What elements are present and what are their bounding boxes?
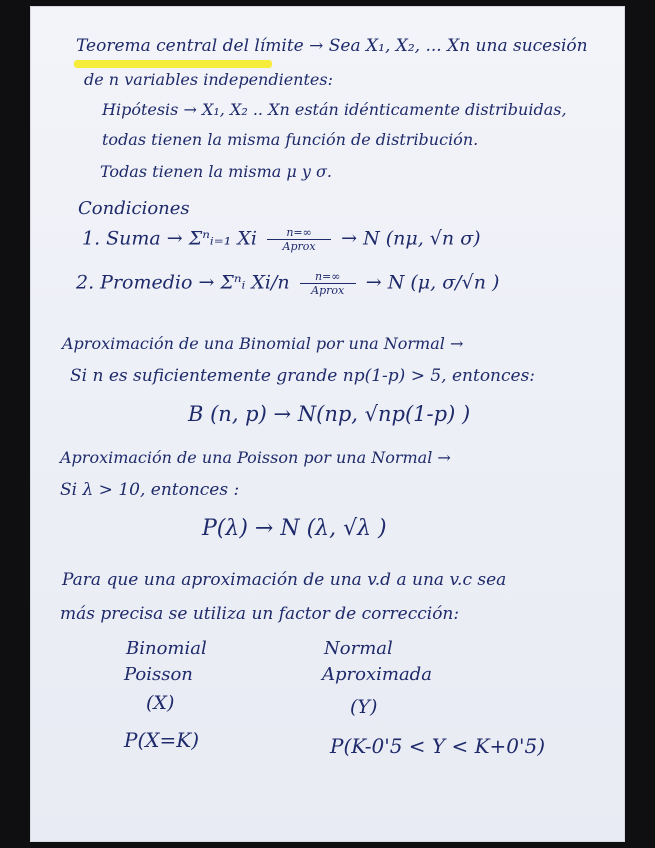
- line-correction-intro: Para que una aproximación de una v.d a una v.c sea: [62, 570, 507, 590]
- formula-average-aprox: Aprox: [311, 284, 345, 297]
- page-title: Teorema central del límite: [76, 36, 304, 56]
- formula-sum: [82, 226, 481, 253]
- formula-average-prefix: 2. Promedio → Σⁿᵢ Xi/n: [76, 271, 290, 294]
- formula-average: [76, 270, 499, 297]
- line-independent-vars: de n variables independientes:: [84, 70, 333, 89]
- title-highlight: [74, 60, 272, 68]
- formula-sum-result: → N (nμ, √n σ): [341, 227, 481, 250]
- col-right-pyk: P(K-0'5 < Y < K+0'5): [330, 734, 546, 758]
- title-line-rest: → Sea X₁, X₂, ... Xn una sucesión: [309, 36, 588, 56]
- line-hypothesis: Hipótesis → X₁, X₂ .. Xn están idénticamente distribuidas,: [102, 100, 567, 119]
- heading-binomial-approx: Aproximación de una Binomial por una Normal →: [62, 334, 464, 353]
- formula-average-result: → N (μ, σ/√n ): [365, 271, 500, 294]
- formula-sum-aprox: Aprox: [282, 240, 316, 253]
- formula-average-limit: n=∞: [314, 270, 341, 283]
- line-poisson-condition: Si λ > 10, entonces :: [60, 480, 240, 500]
- col-right-approx: Aproximada: [322, 664, 432, 685]
- formula-binomial: B (n, p) → N(np, √np(1-p) ): [188, 402, 471, 426]
- line-same-distribution: todas tienen la misma función de distribución.: [102, 130, 479, 149]
- col-right-y: (Y): [350, 696, 378, 718]
- col-left-poisson: Poisson: [124, 664, 193, 685]
- title-line: [76, 36, 588, 56]
- line-same-mu-sigma: Todas tienen la misma μ y σ.: [100, 162, 332, 181]
- col-left-pxk: P(X=K): [124, 728, 199, 752]
- col-right-normal: Normal: [324, 638, 393, 659]
- formula-sum-prefix: 1. Suma → Σⁿᵢ₌₁ Xi: [82, 227, 258, 250]
- heading-conditions: Condiciones: [78, 198, 190, 219]
- formula-sum-limit: n=∞: [286, 226, 312, 239]
- line-binomial-condition: Si n es suficientemente grande np(1-p) > 5, entonces:: [70, 366, 536, 386]
- heading-poisson-approx: Aproximación de una Poisson por una Normal →: [60, 448, 451, 467]
- line-correction-factor: más precisa se utiliza un factor de corrección:: [60, 604, 460, 624]
- col-left-binomial: Binomial: [126, 638, 207, 659]
- col-left-x: (X): [146, 692, 175, 714]
- formula-poisson: P(λ) → N (λ, √λ ): [202, 516, 387, 541]
